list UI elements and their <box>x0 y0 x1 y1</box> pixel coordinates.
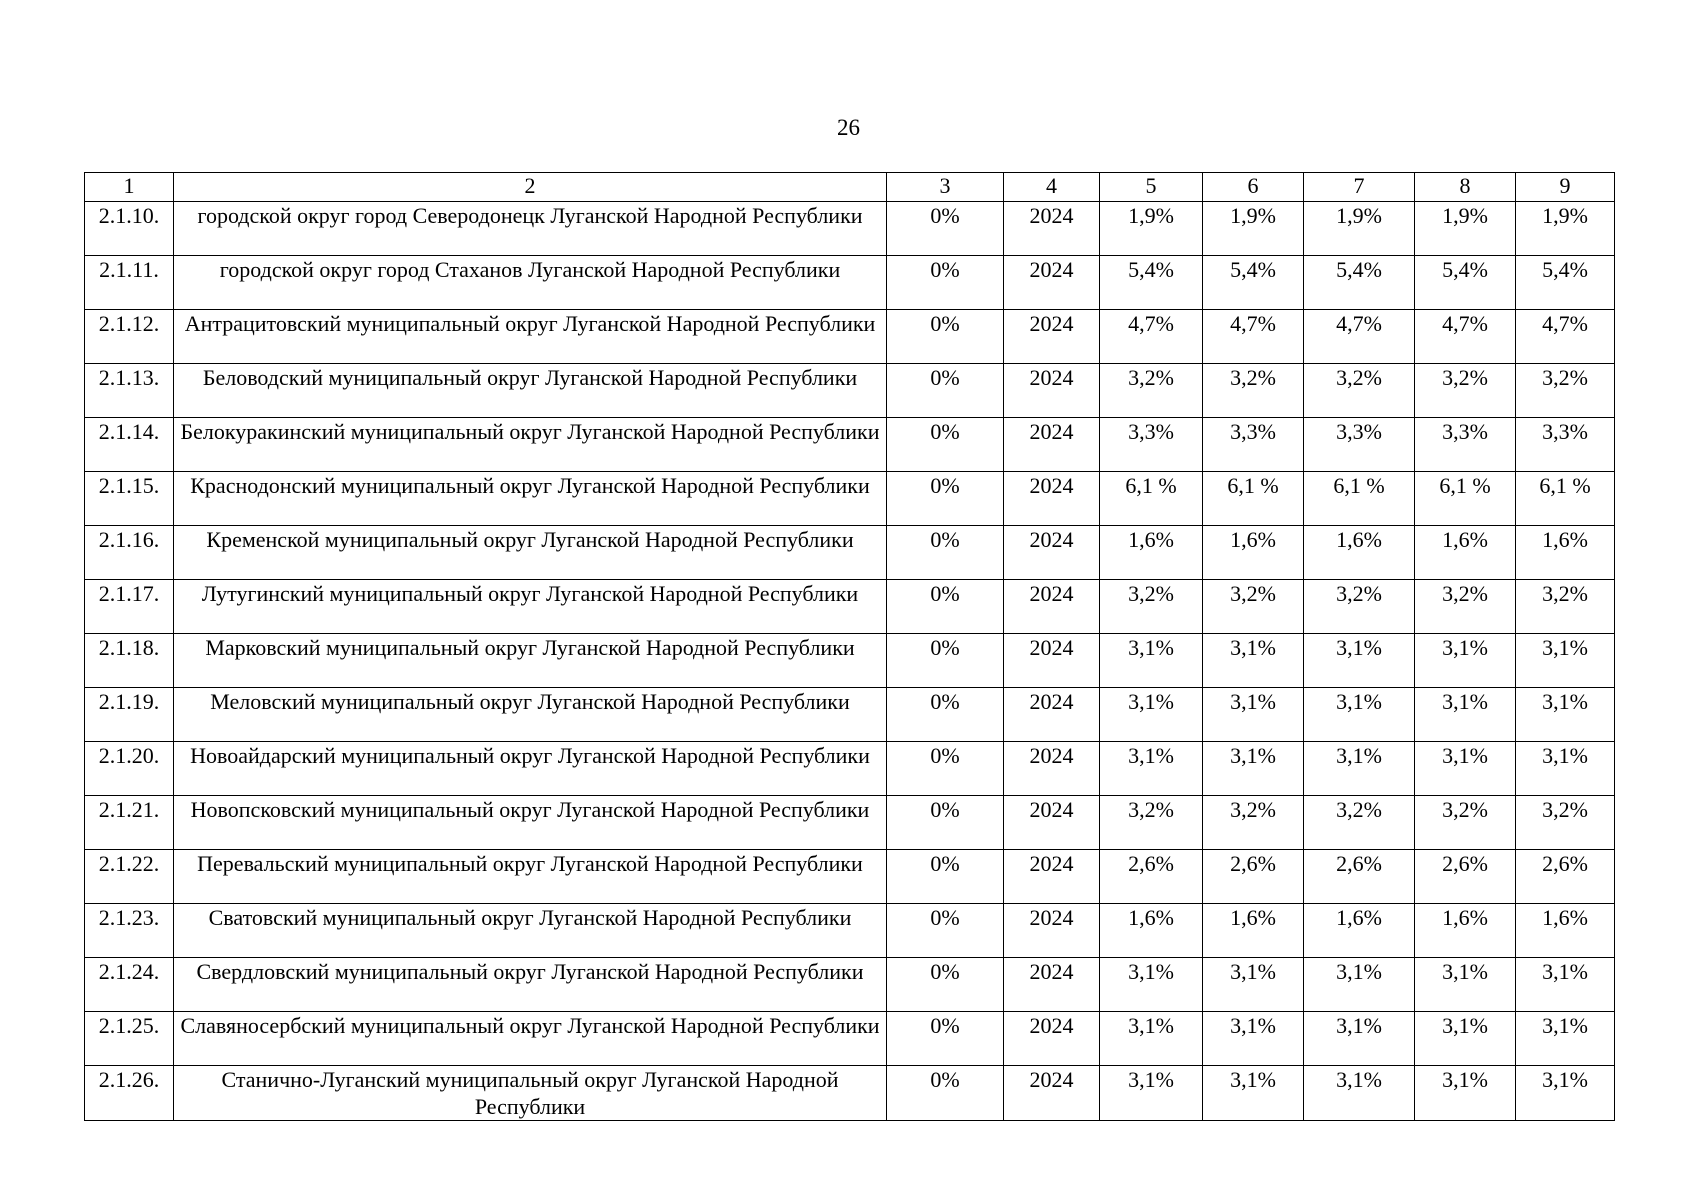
value-cell-col9: 1,6% <box>1516 526 1615 580</box>
value-cell-col8: 3,1% <box>1415 634 1516 688</box>
year-cell: 2024 <box>1004 742 1100 796</box>
year-cell: 2024 <box>1004 1066 1100 1121</box>
year-cell: 2024 <box>1004 634 1100 688</box>
column-header: 3 <box>887 173 1004 202</box>
row-number-cell: 2.1.14. <box>85 418 174 472</box>
value-cell-col6: 1,6% <box>1203 526 1304 580</box>
value-cell-col9: 3,2% <box>1516 796 1615 850</box>
row-number-cell: 2.1.13. <box>85 364 174 418</box>
value-cell-col6: 3,2% <box>1203 580 1304 634</box>
row-number-cell: 2.1.22. <box>85 850 174 904</box>
column-header: 5 <box>1100 173 1203 202</box>
value-cell-col3: 0% <box>887 256 1004 310</box>
value-cell-col5: 3,1% <box>1100 742 1203 796</box>
value-cell-col3: 0% <box>887 958 1004 1012</box>
year-cell: 2024 <box>1004 364 1100 418</box>
value-cell-col6: 3,1% <box>1203 958 1304 1012</box>
column-header: 9 <box>1516 173 1615 202</box>
value-cell-col9: 5,4% <box>1516 256 1615 310</box>
municipality-name-cell: Сватовский муниципальный округ Луганской Народной Республики <box>174 904 887 958</box>
value-cell-col6: 3,1% <box>1203 1012 1304 1066</box>
municipality-name-cell: Белокуракинский муниципальный округ Луганской Народной Республики <box>174 418 887 472</box>
value-cell-col8: 2,6% <box>1415 850 1516 904</box>
table-row <box>85 256 1615 310</box>
value-cell-col8: 3,1% <box>1415 958 1516 1012</box>
value-cell-col9: 3,1% <box>1516 634 1615 688</box>
table-row <box>85 634 1615 688</box>
value-cell-col9: 1,9% <box>1516 202 1615 256</box>
municipality-name-cell: Новоайдарский муниципальный округ Луганской Народной Республики <box>174 742 887 796</box>
value-cell-col3: 0% <box>887 580 1004 634</box>
value-cell-col7: 3,2% <box>1304 796 1415 850</box>
value-cell-col5: 3,1% <box>1100 1066 1203 1121</box>
column-header: 2 <box>174 173 887 202</box>
value-cell-col8: 1,6% <box>1415 526 1516 580</box>
value-cell-col7: 3,1% <box>1304 742 1415 796</box>
value-cell-col9: 4,7% <box>1516 310 1615 364</box>
year-cell: 2024 <box>1004 310 1100 364</box>
municipality-name-cell: Антрацитовский муниципальный округ Луганской Народной Республики <box>174 310 887 364</box>
value-cell-col3: 0% <box>887 310 1004 364</box>
value-cell-col8: 3,1% <box>1415 1012 1516 1066</box>
column-header: 6 <box>1203 173 1304 202</box>
row-number-cell: 2.1.19. <box>85 688 174 742</box>
value-cell-col9: 3,1% <box>1516 1066 1615 1121</box>
row-number-cell: 2.1.12. <box>85 310 174 364</box>
year-cell: 2024 <box>1004 202 1100 256</box>
value-cell-col3: 0% <box>887 904 1004 958</box>
value-cell-col5: 3,1% <box>1100 1012 1203 1066</box>
table-row <box>85 958 1615 1012</box>
municipality-name-cell: городской округ город Стаханов Луганской Народной Республики <box>174 256 887 310</box>
municipality-name-cell: Беловодский муниципальный округ Луганской Народной Республики <box>174 364 887 418</box>
row-number-cell: 2.1.20. <box>85 742 174 796</box>
value-cell-col5: 3,3% <box>1100 418 1203 472</box>
column-header: 7 <box>1304 173 1415 202</box>
municipality-name-cell: Новопсковский муниципальный округ Луганской Народной Республики <box>174 796 887 850</box>
value-cell-col3: 0% <box>887 364 1004 418</box>
value-cell-col3: 0% <box>887 850 1004 904</box>
value-cell-col6: 3,1% <box>1203 1066 1304 1121</box>
municipality-name-cell: Меловский муниципальный округ Луганской Народной Республики <box>174 688 887 742</box>
value-cell-col5: 3,1% <box>1100 958 1203 1012</box>
row-number-cell: 2.1.25. <box>85 1012 174 1066</box>
value-cell-col7: 1,9% <box>1304 202 1415 256</box>
value-cell-col9: 3,1% <box>1516 1012 1615 1066</box>
value-cell-col3: 0% <box>887 1066 1004 1121</box>
municipality-name-cell: Свердловский муниципальный округ Луганской Народной Республики <box>174 958 887 1012</box>
year-cell: 2024 <box>1004 904 1100 958</box>
row-number-cell: 2.1.10. <box>85 202 174 256</box>
value-cell-col9: 3,2% <box>1516 580 1615 634</box>
value-cell-col9: 3,1% <box>1516 688 1615 742</box>
value-cell-col8: 3,1% <box>1415 742 1516 796</box>
value-cell-col5: 6,1 % <box>1100 472 1203 526</box>
row-number-cell: 2.1.24. <box>85 958 174 1012</box>
municipality-name-cell: Славяносербский муниципальный округ Луганской Народной Республики <box>174 1012 887 1066</box>
value-cell-col5: 1,6% <box>1100 904 1203 958</box>
value-cell-col3: 0% <box>887 418 1004 472</box>
value-cell-col3: 0% <box>887 1012 1004 1066</box>
value-cell-col3: 0% <box>887 796 1004 850</box>
value-cell-col8: 1,9% <box>1415 202 1516 256</box>
year-cell: 2024 <box>1004 1012 1100 1066</box>
value-cell-col7: 1,6% <box>1304 904 1415 958</box>
table-row <box>85 796 1615 850</box>
value-cell-col8: 1,6% <box>1415 904 1516 958</box>
row-number-cell: 2.1.11. <box>85 256 174 310</box>
value-cell-col6: 3,2% <box>1203 796 1304 850</box>
municipality-name-cell: Станично-Луганский муниципальный округ Луганской Народной Республики <box>174 1066 887 1121</box>
year-cell: 2024 <box>1004 796 1100 850</box>
value-cell-col6: 6,1 % <box>1203 472 1304 526</box>
data-table <box>84 172 1615 1121</box>
value-cell-col6: 1,9% <box>1203 202 1304 256</box>
table-row <box>85 688 1615 742</box>
value-cell-col7: 4,7% <box>1304 310 1415 364</box>
value-cell-col7: 5,4% <box>1304 256 1415 310</box>
municipality-name-cell: Краснодонский муниципальный округ Луганской Народной Республики <box>174 472 887 526</box>
value-cell-col5: 5,4% <box>1100 256 1203 310</box>
table-row <box>85 1066 1615 1121</box>
value-cell-col8: 3,1% <box>1415 688 1516 742</box>
value-cell-col6: 3,1% <box>1203 634 1304 688</box>
value-cell-col5: 3,1% <box>1100 634 1203 688</box>
year-cell: 2024 <box>1004 472 1100 526</box>
row-number-cell: 2.1.15. <box>85 472 174 526</box>
value-cell-col5: 1,9% <box>1100 202 1203 256</box>
value-cell-col8: 6,1 % <box>1415 472 1516 526</box>
value-cell-col7: 3,1% <box>1304 1012 1415 1066</box>
year-cell: 2024 <box>1004 850 1100 904</box>
value-cell-col3: 0% <box>887 742 1004 796</box>
value-cell-col5: 3,2% <box>1100 364 1203 418</box>
value-cell-col3: 0% <box>887 202 1004 256</box>
value-cell-col9: 3,2% <box>1516 364 1615 418</box>
value-cell-col9: 3,3% <box>1516 418 1615 472</box>
header-row <box>85 173 1615 202</box>
municipality-name-cell: Лутугинский муниципальный округ Луганской Народной Республики <box>174 580 887 634</box>
value-cell-col8: 3,2% <box>1415 580 1516 634</box>
table-row <box>85 418 1615 472</box>
value-cell-col7: 6,1 % <box>1304 472 1415 526</box>
municipality-name-cell: Марковский муниципальный округ Луганской Народной Республики <box>174 634 887 688</box>
value-cell-col6: 3,2% <box>1203 364 1304 418</box>
value-cell-col3: 0% <box>887 634 1004 688</box>
table-row <box>85 1012 1615 1066</box>
value-cell-col6: 2,6% <box>1203 850 1304 904</box>
value-cell-col6: 5,4% <box>1203 256 1304 310</box>
value-cell-col9: 3,1% <box>1516 958 1615 1012</box>
value-cell-col9: 6,1 % <box>1516 472 1615 526</box>
table-row <box>85 310 1615 364</box>
value-cell-col3: 0% <box>887 472 1004 526</box>
value-cell-col8: 5,4% <box>1415 256 1516 310</box>
value-cell-col7: 3,1% <box>1304 688 1415 742</box>
value-cell-col7: 3,2% <box>1304 580 1415 634</box>
year-cell: 2024 <box>1004 418 1100 472</box>
table-body <box>85 202 1615 1121</box>
value-cell-col7: 3,3% <box>1304 418 1415 472</box>
page-number: 26 <box>837 115 860 140</box>
year-cell: 2024 <box>1004 256 1100 310</box>
value-cell-col5: 2,6% <box>1100 850 1203 904</box>
column-header: 1 <box>85 173 174 202</box>
value-cell-col3: 0% <box>887 526 1004 580</box>
year-cell: 2024 <box>1004 526 1100 580</box>
value-cell-col7: 3,1% <box>1304 1066 1415 1121</box>
value-cell-col7: 2,6% <box>1304 850 1415 904</box>
table-row <box>85 526 1615 580</box>
value-cell-col8: 3,3% <box>1415 418 1516 472</box>
column-header: 4 <box>1004 173 1100 202</box>
value-cell-col9: 3,1% <box>1516 742 1615 796</box>
value-cell-col5: 3,1% <box>1100 688 1203 742</box>
value-cell-col8: 3,1% <box>1415 1066 1516 1121</box>
value-cell-col6: 3,3% <box>1203 418 1304 472</box>
table-row <box>85 850 1615 904</box>
municipality-name-cell: Перевальский муниципальный округ Луганской Народной Республики <box>174 850 887 904</box>
column-header: 8 <box>1415 173 1516 202</box>
value-cell-col8: 3,2% <box>1415 796 1516 850</box>
row-number-cell: 2.1.18. <box>85 634 174 688</box>
value-cell-col7: 3,1% <box>1304 634 1415 688</box>
value-cell-col7: 3,1% <box>1304 958 1415 1012</box>
value-cell-col8: 4,7% <box>1415 310 1516 364</box>
value-cell-col6: 3,1% <box>1203 688 1304 742</box>
value-cell-col9: 1,6% <box>1516 904 1615 958</box>
value-cell-col7: 3,2% <box>1304 364 1415 418</box>
value-cell-col9: 2,6% <box>1516 850 1615 904</box>
table-row <box>85 580 1615 634</box>
row-number-cell: 2.1.26. <box>85 1066 174 1121</box>
year-cell: 2024 <box>1004 958 1100 1012</box>
value-cell-col6: 1,6% <box>1203 904 1304 958</box>
table-row <box>85 742 1615 796</box>
value-cell-col5: 3,2% <box>1100 580 1203 634</box>
municipality-name-cell: Кременской муниципальный округ Луганской Народной Республики <box>174 526 887 580</box>
value-cell-col6: 4,7% <box>1203 310 1304 364</box>
table-row <box>85 364 1615 418</box>
value-cell-col5: 4,7% <box>1100 310 1203 364</box>
municipality-name-cell: городской округ город Северодонецк Луганской Народной Республики <box>174 202 887 256</box>
value-cell-col7: 1,6% <box>1304 526 1415 580</box>
row-number-cell: 2.1.21. <box>85 796 174 850</box>
table-row <box>85 202 1615 256</box>
value-cell-col3: 0% <box>887 688 1004 742</box>
year-cell: 2024 <box>1004 688 1100 742</box>
row-number-cell: 2.1.16. <box>85 526 174 580</box>
table-row <box>85 472 1615 526</box>
value-cell-col5: 1,6% <box>1100 526 1203 580</box>
value-cell-col6: 3,1% <box>1203 742 1304 796</box>
value-cell-col5: 3,2% <box>1100 796 1203 850</box>
year-cell: 2024 <box>1004 580 1100 634</box>
table-row <box>85 904 1615 958</box>
value-cell-col8: 3,2% <box>1415 364 1516 418</box>
row-number-cell: 2.1.23. <box>85 904 174 958</box>
row-number-cell: 2.1.17. <box>85 580 174 634</box>
